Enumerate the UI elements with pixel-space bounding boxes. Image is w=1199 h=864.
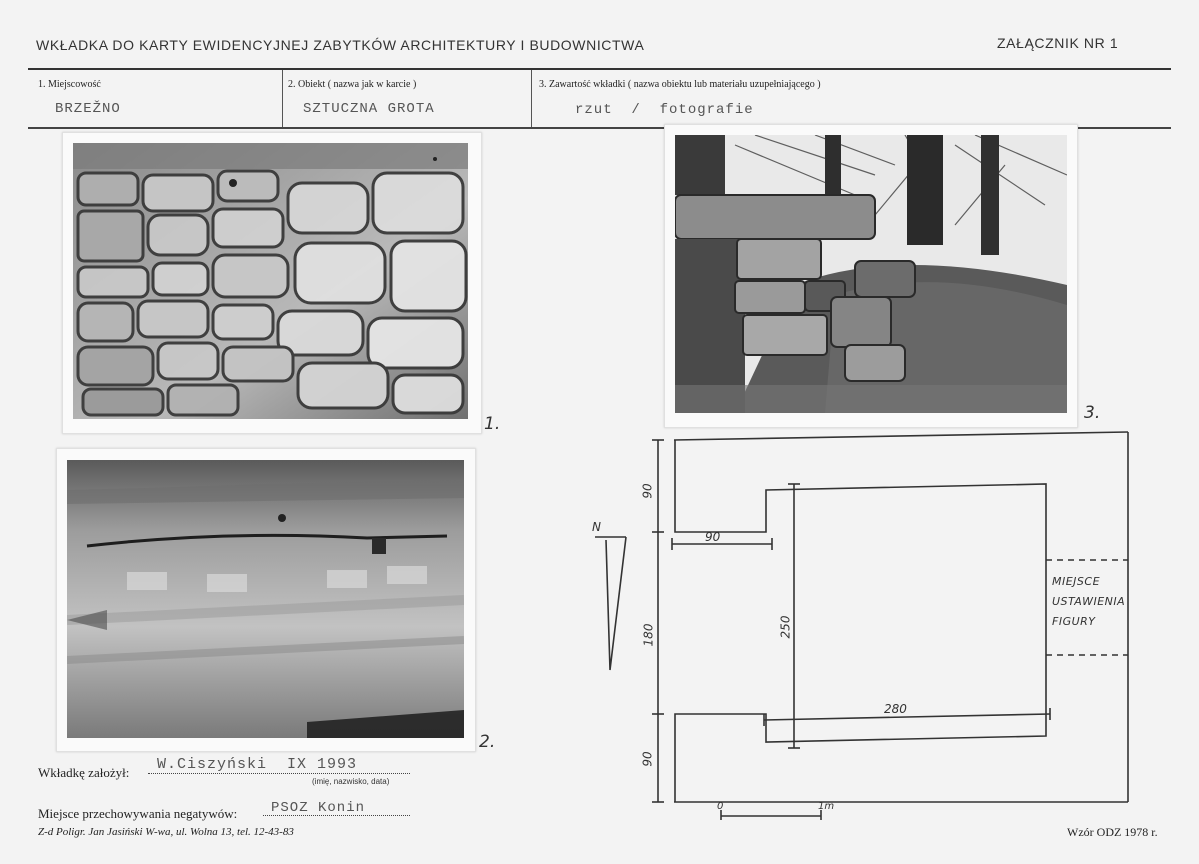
dim-notch-width: 90	[705, 530, 721, 544]
figure-note	[1052, 572, 1125, 632]
photo-2-number: 2.	[479, 732, 496, 752]
object-value: SZTUCZNA GROTA	[303, 101, 435, 117]
figure-note-line: MIEJSCE	[1052, 575, 1101, 588]
dim-inner-width: 280	[884, 702, 907, 716]
attachment-number: ZAŁĄCZNIK NR 1	[997, 35, 1119, 51]
object-label: 2. Obiekt ( nazwa jak w karcie )	[288, 79, 417, 90]
photo-1	[62, 132, 482, 434]
north-arrow	[606, 537, 626, 670]
founder-hint: (imię, nazwisko, data)	[312, 777, 390, 786]
stone-wall-image	[73, 143, 468, 419]
field-divider	[531, 70, 532, 127]
form-code: Wzór ODZ 1978 r.	[1067, 825, 1158, 839]
grotto-exterior-image	[675, 135, 1067, 413]
location-value: BRZEŽNO	[55, 101, 121, 117]
sheet-title: WKŁADKA DO KARTY EWIDENCYJNEJ ZABYTKÓW ARCHITEKTURY I BUDOWNICTWA	[36, 37, 645, 53]
plan-top-line	[674, 432, 1128, 440]
contents-label: 3. Zawartość wkładki ( nazwa obiektu lub materiału uzupełniającego )	[539, 79, 821, 90]
scale-one-meter: 1m	[818, 801, 835, 812]
founder-label: Wkładkę założył:	[38, 765, 130, 780]
photo-3-number: 3.	[1084, 403, 1101, 423]
dim-bottom-height: 90	[640, 751, 655, 767]
storage-value: PSOZ Konin	[271, 800, 366, 816]
north-label: N	[592, 520, 601, 534]
figure-note-line: USTAWIENIA	[1052, 595, 1126, 608]
header-rule	[28, 68, 1171, 70]
dim-left-height: 180	[641, 623, 656, 647]
printer-info: Z-d Poligr. Jan Jasiński W-wa, ul. Wolna 13, tel. 12-43-83	[38, 826, 294, 838]
field-divider	[282, 70, 283, 127]
dim-top-height: 90	[640, 483, 655, 499]
contents-value: rzut / fotografie	[575, 102, 754, 118]
founder-value: W.Ciszyński IX 1993	[157, 756, 358, 773]
photo-3	[664, 124, 1078, 428]
location-label: 1. Miejscowość	[38, 79, 101, 90]
vault-ceiling-image	[67, 460, 464, 738]
dim-inner-height: 250	[778, 615, 793, 639]
founder-line	[148, 773, 410, 774]
scale-zero: 0	[717, 801, 724, 812]
grotto-outline	[675, 440, 1046, 802]
figure-note-line: FIGURY	[1052, 615, 1096, 628]
storage-label: Miejsce przechowywania negatywów:	[38, 806, 238, 821]
photo-2	[56, 448, 476, 752]
photo-1-number: 1.	[484, 414, 501, 434]
